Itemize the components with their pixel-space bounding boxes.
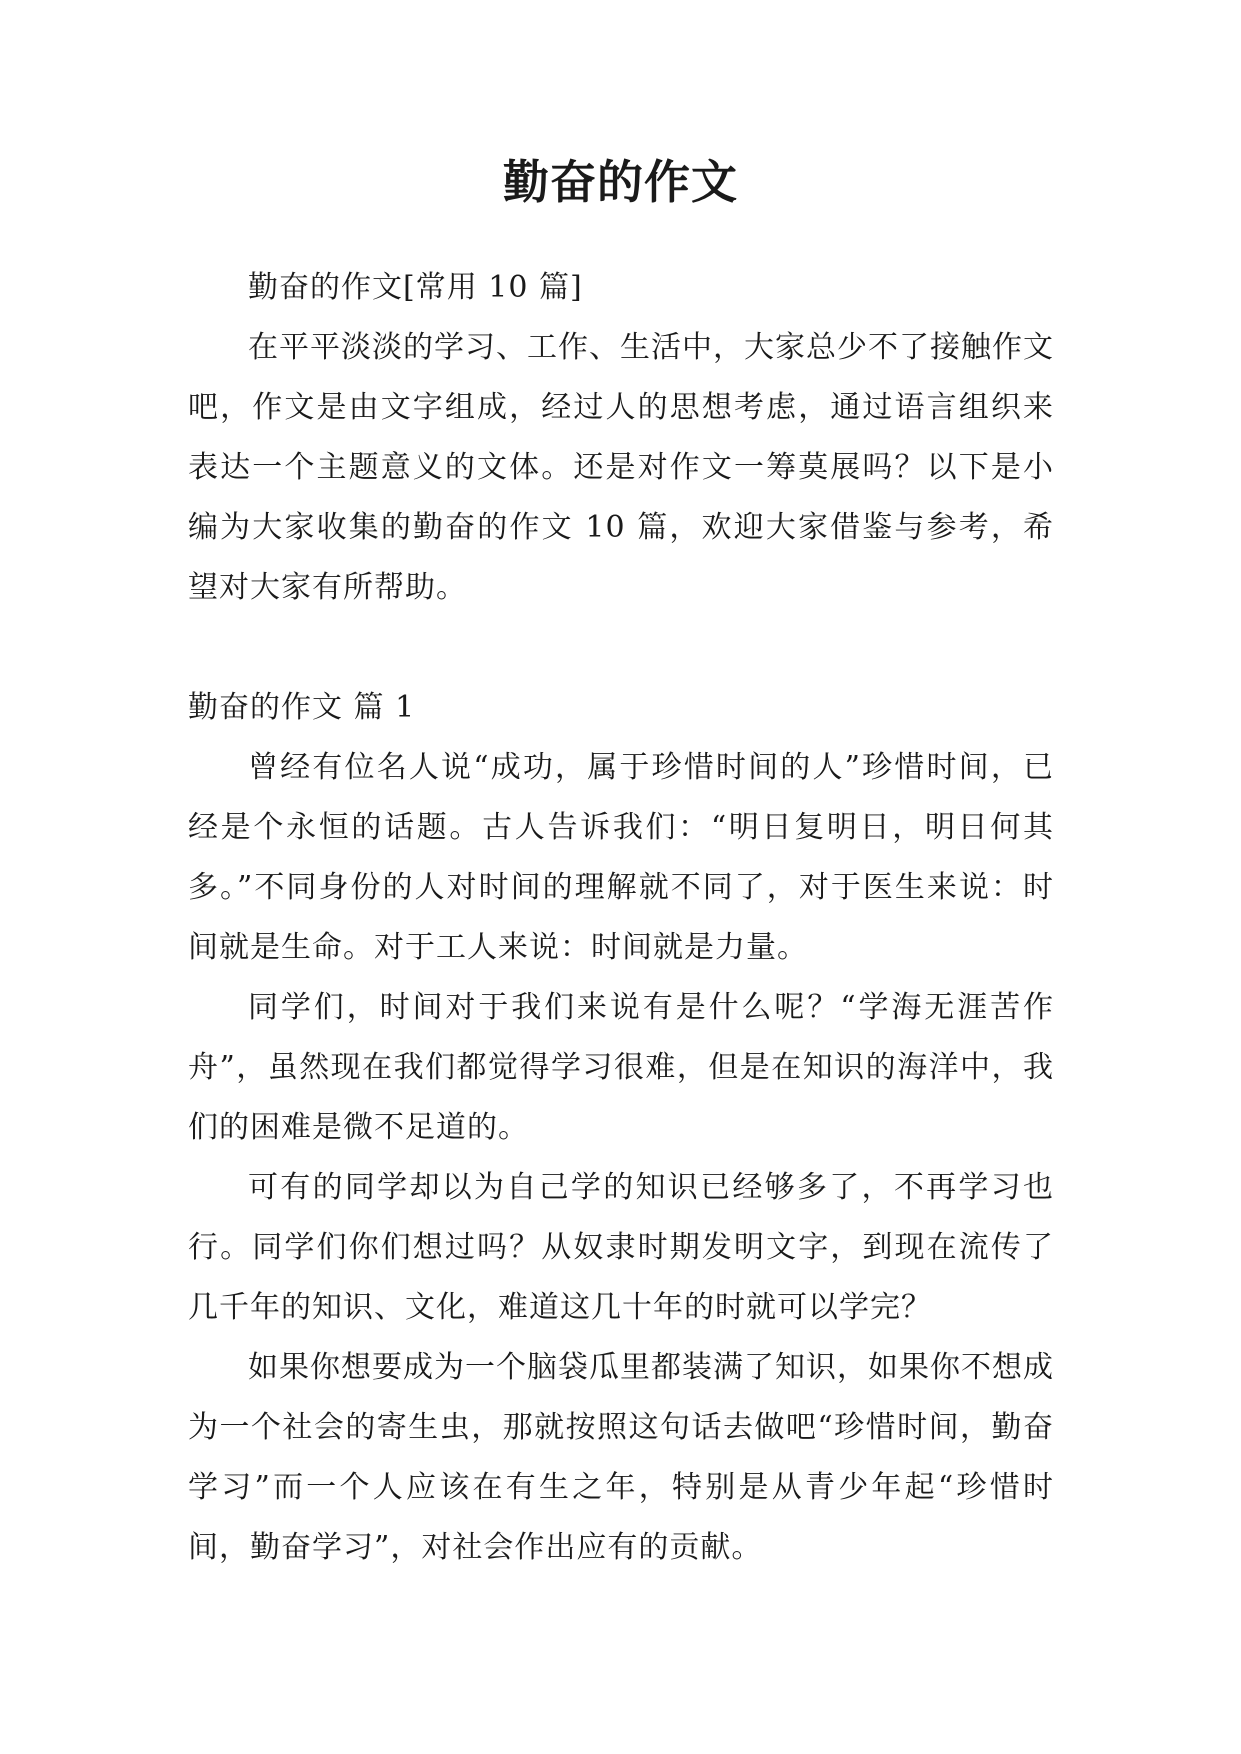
body-paragraph: 如果你想要成为一个脑袋瓜里都装满了知识，如果你不想成为一个社会的寄生虫，那就按照这句话去做吧“珍惜时间，勤奋学习”而一个人应该在有生之年，特别是从青少年起“珍惜时间，勤奋学习”，对社会作出应有的贡献。: [188, 1350, 1054, 1565]
document-body: [188, 258, 1054, 1578]
document-title: 勤奋的作文: [503, 155, 738, 209]
document-subtitle: 勤奋的作文[常用 10 篇]: [248, 270, 583, 305]
body-paragraph: 可有的同学却以为自己学的知识已经够多了，不再学习也行。同学们你们想过吗？从奴隶时期发明文字，到现在流传了几千年的知识、文化，难道这几十年的时就可以学完？: [188, 1170, 1054, 1325]
body-paragraph: 曾经有位名人说“成功，属于珍惜时间的人”珍惜时间，已经是个永恒的话题。古人告诉我们：“明日复明日，明日何其多。”不同身份的人对时间的理解就不同了，对于医生来说：时间就是生命。对于工人来说：时间就是力量。: [188, 750, 1054, 965]
body-paragraph: 同学们，时间对于我们来说有是什么呢？“学海无涯苦作舟”，虽然现在我们都觉得学习很难，但是在知识的海洋中，我们的困难是微不足道的。: [188, 990, 1054, 1145]
section-heading: 勤奋的作文 篇 1: [188, 690, 416, 725]
intro-paragraph: 在平平淡淡的学习、工作、生活中，大家总少不了接触作文吧，作文是由文字组成，经过人的思想考虑，通过语言组织来表达一个主题意义的文体。还是对作文一筹莫展吗？以下是小编为大家收集的勤奋的作文 10 篇，欢迎大家借鉴与参考，希望对大家有所帮助。: [188, 330, 1054, 605]
